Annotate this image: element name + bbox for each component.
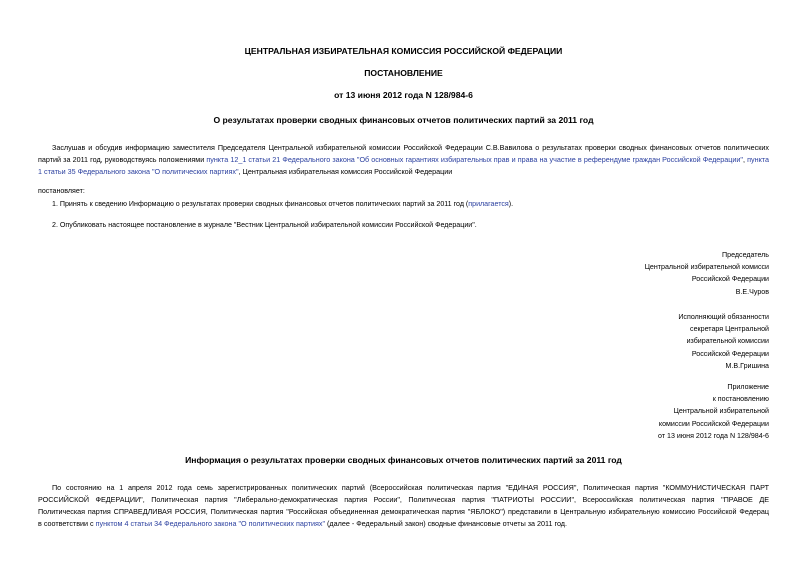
appendix-line: к постановлению: [712, 395, 769, 404]
organization-heading: ЦЕНТРАЛЬНАЯ ИЗБИРАТЕЛЬНАЯ КОМИССИЯ РОССИЙСКОЙ ФЕДЕРАЦИИ: [244, 46, 563, 56]
law-link-34-4[interactable]: пунктом 4 статьи 34 Федерального закона "О политических партиях": [95, 519, 326, 528]
preamble-text: , Центральная избирательная комиссия Российской Федерации: [238, 167, 453, 176]
appendix-line: от 13 июня 2012 года N 128/984-6: [658, 431, 769, 440]
signature-line: М.В.Гришина: [725, 361, 769, 370]
appendix-line: Центральной избирательной: [673, 407, 769, 416]
preamble-line-1: Заслушав и обсудив информацию заместителя Председателя Центральной избирательной комиссии Российской Федерации С.В.Вавилова о результатах проверки сводных финансовых отчетов политических: [52, 143, 769, 152]
preamble-line-3: [38, 166, 769, 178]
signature-line: избирательной комиссии: [686, 337, 769, 346]
item-text: ).: [508, 200, 514, 208]
preamble-text: партий за 2011 год, руководствуясь положениями: [38, 155, 207, 164]
signature-line: Исполняющий обязанности: [678, 313, 769, 321]
appendix-line: комиссии Российской Федерации: [658, 419, 769, 428]
signature-line: секретаря Центральной: [690, 325, 769, 334]
law-link-12-1[interactable]: пункта 12_1 статьи 21 Федерального закона "Об основных гарантиях избирательных прав и права на участие в референдуме граждан Российской Федерации": [206, 155, 743, 164]
info-line-3: Политическая партия СПРАВЕДЛИВАЯ РОССИЯ, Политическая партия "Российская объединенная демократическая партия "ЯБЛОКО") представили в Центральную избирательную комиссию Российской Федерац: [38, 507, 769, 516]
appendix-link[interactable]: прилагается: [468, 200, 509, 208]
document-type: ПОСТАНОВЛЕНИЕ: [364, 68, 443, 78]
appendix-line: Приложение: [727, 383, 769, 391]
law-link-35-b[interactable]: 1 статьи 35 Федерального закона "О политических партиях": [38, 167, 239, 176]
signature-secretary: [678, 311, 769, 372]
signature-chairman: [645, 249, 769, 298]
signature-line: В.Е.Чуров: [735, 287, 769, 296]
law-link-35-a[interactable]: пункта: [747, 155, 769, 164]
signature-line: Центральной избирательной комисси: [644, 263, 769, 272]
preamble-text: ,: [742, 155, 748, 164]
info-line-1: По состоянию на 1 апреля 2012 года семь зарегистрированных политических партий (Всероссийская политическая партия "ЕДИНАЯ РОССИЯ", Политическая партия "КОММУНИСТИЧЕСКАЯ ПАРТ: [52, 483, 769, 492]
info-text: в соответствии с: [38, 519, 96, 528]
item-text: 1. Принять к сведению Информацию о результатах проверки сводных финансовых отчетов политических партий за 2011 год (: [52, 200, 469, 208]
info-text: (далее - Федеральный закон) сводные финансовые отчеты за 2011 год.: [325, 519, 567, 528]
preamble-line-2: [38, 154, 769, 166]
document-date-number: от 13 июня 2012 года N 128/984-6: [334, 90, 473, 100]
info-title: Информация о результатах проверки сводных финансовых отчетов политических партий за 2011 год: [185, 455, 622, 465]
document-title: О результатах проверки сводных финансовых отчетов политических партий за 2011 год: [213, 115, 594, 125]
appendix-block: [658, 381, 769, 442]
resolves-label: постановляет:: [38, 187, 85, 195]
signature-line: Председатель: [722, 251, 769, 259]
info-line-2: РОССИЙСКОЙ ФЕДЕРАЦИИ", Политическая партия "Либерально-демократическая партия России", Политическая партия "ПАТРИОТЫ РОССИИ", Всероссийская политическая партия "ПРАВОЕ ДЕ: [38, 495, 769, 504]
resolution-item-2: 2. Опубликовать настоящее постановление в журнале "Вестник Центральной избирательной комиссии Российской Федерации".: [52, 221, 477, 229]
resolution-item-1: [52, 198, 513, 210]
signature-line: Российской Федерации: [691, 275, 769, 284]
signature-line: Российской Федерации: [691, 349, 769, 358]
info-line-4: [38, 518, 769, 530]
